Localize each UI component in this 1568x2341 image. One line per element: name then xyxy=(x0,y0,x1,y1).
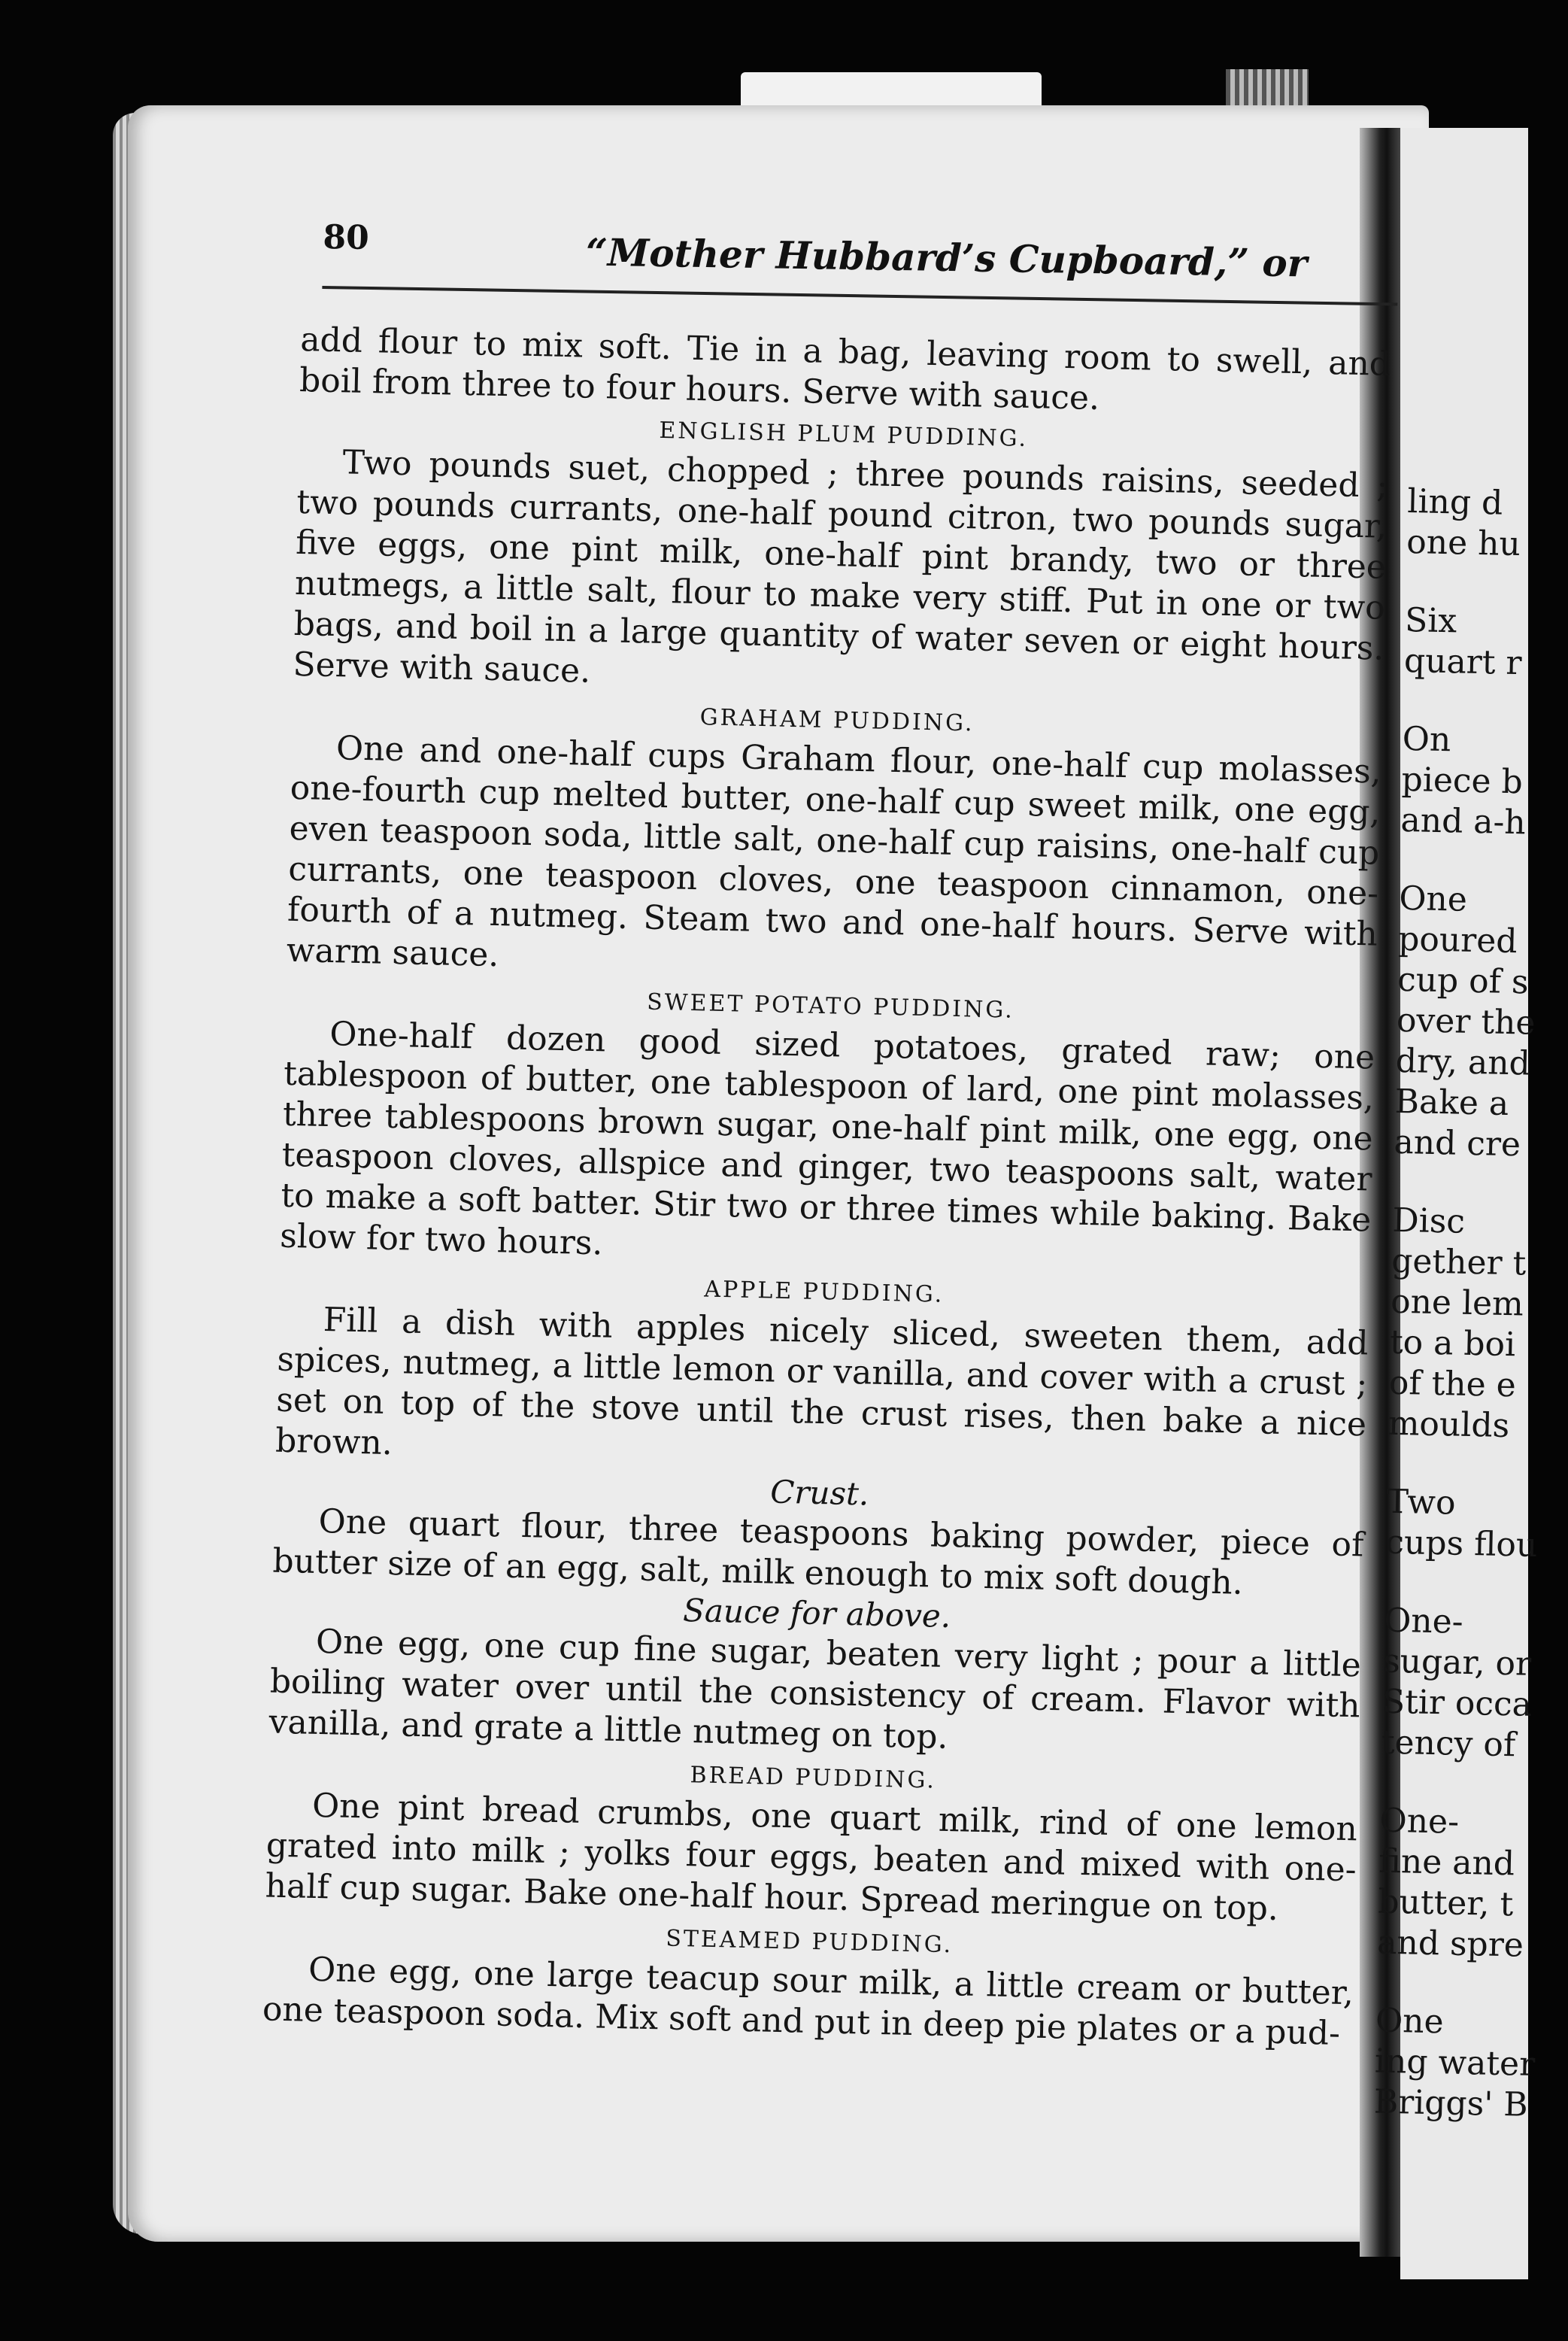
recipe-sweet-potato-pudding xyxy=(280,977,1376,1282)
right-page-fragment: One xyxy=(1375,2001,1445,2042)
right-page-fragment: sugar, or xyxy=(1382,1641,1532,1684)
right-page-fragment: poured xyxy=(1397,919,1518,961)
right-page-fragment: fine and xyxy=(1378,1842,1515,1884)
recipe-english-plum-pudding xyxy=(293,405,1389,710)
right-page-fragment: piece b xyxy=(1401,760,1524,802)
right-page-fragment: and spre xyxy=(1376,1923,1524,1965)
right-page-fragment: quart r xyxy=(1403,641,1522,683)
right-page-fragment: and a-h xyxy=(1400,800,1527,843)
page-header xyxy=(322,211,1414,318)
recipe-text: Fill a dish with apples nicely sliced, sweeten them, add spices, nutmeg, a little lemon or vanilla, and cover with a crust ; set on top of the stove until the crust rises, then bake a nice brown. xyxy=(274,1301,1369,1463)
right-page-fragment xyxy=(1380,1763,1531,1804)
running-title: “Mother Hubbard’s Cupboard,” or xyxy=(585,229,1308,286)
right-page-fragment: On xyxy=(1402,719,1451,760)
recipe-title: BREAD PUDDING. xyxy=(690,1762,937,1794)
recipe-text: One egg, one large teacup sour milk, a little cream or butter, one teaspoon soda. Mix soft and put in deep pie plates or a pud- xyxy=(262,1950,1354,2053)
right-page-fragment: one hu xyxy=(1406,522,1521,564)
right-page-fragment xyxy=(1403,682,1554,722)
right-page-fragment: of the e xyxy=(1388,1363,1517,1405)
recipe-title: ENGLISH PLUM PUDDING. xyxy=(659,417,1029,452)
right-page-fragment: Two xyxy=(1386,1482,1457,1523)
recipe-text: One-half dozen good sized potatoes, grated raw; one tablespoon of butter, one tablespoon of lard, one pint molasses, three tablespoons brown sugar, one-half pint milk, one egg, one teaspoon cloves, allspice and ginger, two teaspoons salt, water to make a soft batter. Stir two or three times while baking. Bake slow for two hours. xyxy=(279,1015,1375,1263)
right-page-fragment xyxy=(1400,841,1551,882)
recipe-text: One and one-half cups Graham flour, one-half cup molasses, one-fourth cup melted butter, one-half cup sweet milk, one egg, even teaspoon soda, little salt, one-half cup raisins, one-half cup currants, one teaspoon cloves, one teaspoon cinnamon, one-fourth of a nutmeg. Steam two and one-half hours. Serve with warm sauce. xyxy=(286,729,1382,975)
page-number: 80 xyxy=(323,217,370,257)
right-page-fragment: Briggs' B xyxy=(1373,2082,1529,2124)
sauce-title: Sauce for above. xyxy=(682,1591,951,1635)
recipe-graham-pudding xyxy=(286,691,1382,996)
right-page-fragment: One xyxy=(1398,879,1468,919)
recipe-title: GRAHAM PUDDING. xyxy=(699,704,975,737)
right-page-fragment: over the xyxy=(1396,1000,1536,1043)
crust-text: One quart flour, three teaspoons baking powder, piece of butter size of an egg, salt, milk enough to mix soft dough. xyxy=(271,1501,1364,1602)
paper-slip xyxy=(741,72,1042,105)
crust-title: Crust. xyxy=(769,1473,869,1513)
right-page-fragment: moulds xyxy=(1388,1404,1510,1446)
right-page-fragment: ing water xyxy=(1374,2042,1536,2084)
right-page-fragment xyxy=(1385,1563,1536,1604)
intro-paragraph: add flour to mix soft. Tie in a bag, leaving room to swell, and boil from three to four hours. Serve with sauce. xyxy=(299,320,1391,418)
right-page-fragment xyxy=(1393,1163,1544,1204)
sauce-text: One egg, one cup fine sugar, beaten very light ; pour a little boiling water over until the consistency of cream. Flavor with vanilla, and grate a little nutmeg on top. xyxy=(268,1622,1362,1757)
header-rule xyxy=(322,286,1397,305)
right-page-fragment: One- xyxy=(1379,1801,1460,1842)
page-body xyxy=(262,320,1391,2060)
right-page-fragment: cup of s xyxy=(1397,960,1530,1002)
right-page-fragment: gether t xyxy=(1391,1241,1527,1283)
recipe-text: One pint bread crumbs, one quart milk, rind of one lemon grated into milk ; yolks four eggs, beaten and mixed with one-half cup sugar. Bake one-half hour. Spread meringue on top. xyxy=(265,1786,1358,1929)
right-page-fragment: butter, t xyxy=(1377,1882,1514,1924)
right-page-fragment: dry, and xyxy=(1395,1041,1531,1083)
recipe-title: STEAMED PUDDING. xyxy=(665,1925,954,1959)
right-page-fragment: Disc xyxy=(1391,1201,1466,1241)
recipe-title: SWEET POTATO PUDDING. xyxy=(646,988,1015,1024)
right-page-fragment: tency of xyxy=(1381,1723,1516,1765)
recipe-apple-pudding xyxy=(268,1263,1369,1768)
recipe-steamed-pudding xyxy=(262,1912,1354,2054)
right-page-text xyxy=(1373,481,1558,2126)
recipe-text: Two pounds suet, chopped ; three pounds raisins, seeded ; two pounds currants, one-half pound citron, two pounds sugar, five eggs, one pint milk, one-half pint brandy, two or three nutmegs, a little salt, flour to make very stiff. Put in one or two bags, and boil in a large quantity of water seven or eight hours. Serve with sauce. xyxy=(293,443,1388,691)
right-page-fragment xyxy=(1406,563,1557,603)
right-page-fragment: cups flou xyxy=(1385,1523,1538,1565)
right-page-fragment: Bake a xyxy=(1394,1082,1509,1123)
right-page-fragment: one lem xyxy=(1390,1282,1524,1324)
right-page-fragment: ling d xyxy=(1406,481,1503,523)
right-page-fragment: and cre xyxy=(1394,1122,1521,1164)
right-page-fragment xyxy=(1376,1963,1527,2004)
right-page-fragment: One- xyxy=(1383,1601,1464,1641)
recipe-title: APPLE PUDDING. xyxy=(703,1276,945,1308)
right-page-fragment: Stir occa xyxy=(1381,1682,1533,1724)
right-page-fragment: to a boi xyxy=(1389,1322,1516,1365)
right-page-fragment xyxy=(1387,1444,1538,1485)
recipe-bread-pudding xyxy=(265,1749,1358,1932)
right-page-fragment: Six xyxy=(1404,600,1457,641)
right-page xyxy=(1373,128,1538,2279)
